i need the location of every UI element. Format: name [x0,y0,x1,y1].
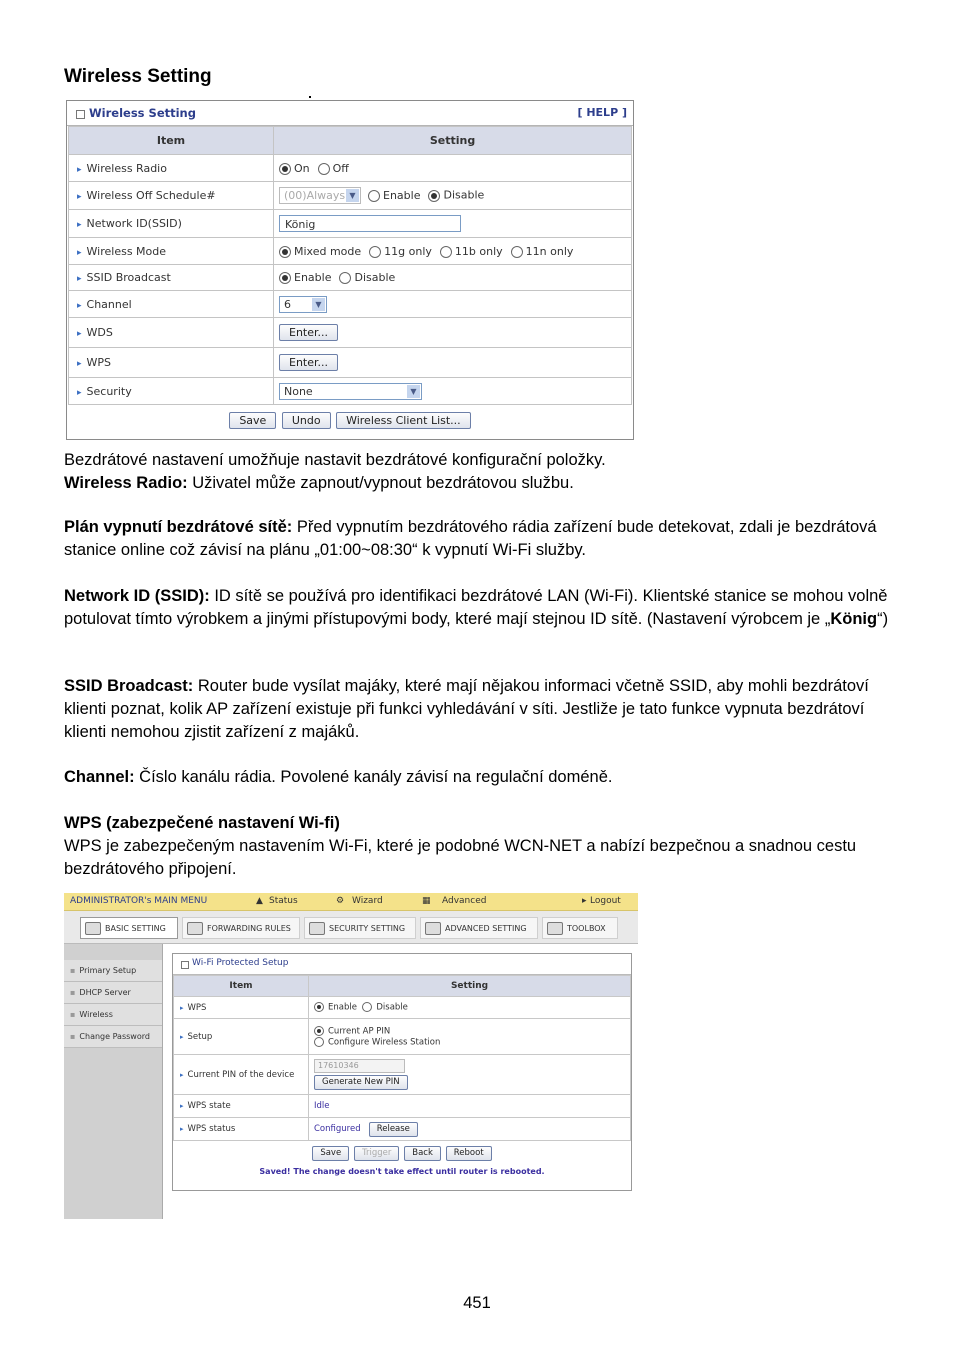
radio-label: On [294,161,310,175]
security-icon [309,922,325,935]
generate-pin-button[interactable]: Generate New PIN [314,1075,408,1090]
radio-disable[interactable] [339,272,351,284]
row-label: ▸ WDS [69,318,274,348]
col-setting-header: Setting [274,127,632,155]
radio-enable[interactable] [279,272,291,284]
select-value: (00)Always [284,189,346,202]
chevron-down-icon: ▼ [407,385,420,398]
tab-forwarding-rules[interactable] [182,917,300,939]
row-label: ▸ Current PIN of the device [174,1055,309,1095]
advanced-link[interactable]: Advanced [442,896,487,906]
sidebar-item-change-password[interactable]: ▪ Change Password [64,1026,162,1048]
basic-setting-icon [85,922,101,935]
tab-basic-setting[interactable] [80,917,178,939]
col-setting-header: Setting [309,976,631,997]
sidebar-item-dhcp-server[interactable]: ▪ DHCP Server [64,982,162,1004]
row-label: ▸ WPS state [174,1095,309,1118]
radio-enable[interactable] [314,1002,324,1012]
row-label: ▸ Wireless Mode [69,238,274,265]
settings-table [68,126,632,405]
intro-text: Bezdrátové nastavení umožňuje nastavit bezdrátové konfigurační položky. [64,451,606,469]
panel-title: Wi-Fi Protected Setup [192,958,289,968]
pin-field: 17610346 [314,1059,405,1073]
radio-label: Enable [328,1002,357,1013]
radio-label: Configure Wireless Station [328,1037,441,1047]
reboot-button[interactable]: Reboot [446,1146,492,1161]
release-button[interactable]: Release [369,1122,418,1137]
sidebar [64,944,163,1219]
row-label: ▸ Channel [69,291,274,318]
back-button[interactable]: Back [404,1146,441,1161]
radio-label: Off [332,161,349,175]
logout-link[interactable]: Logout [590,896,621,906]
advanced-setting-icon [425,922,441,935]
sidebar-item-wireless[interactable]: ▪ Wireless [64,1004,162,1026]
radio-off[interactable] [318,163,330,175]
row-label: ▸ Setup [174,1019,309,1055]
tab-bar [64,911,638,944]
wps-status-value: Configured [314,1123,361,1134]
schedule-select[interactable] [279,187,361,204]
term: Network ID (SSID): [64,587,210,605]
wps-table [173,975,631,1141]
row-label: ▸ Wireless Off Schedule# [69,182,274,210]
panel-title-bar [173,954,631,975]
radio-label: Mixed mode [294,244,362,258]
help-link[interactable]: [ HELP ] [577,106,627,119]
radio-disable[interactable] [362,1002,372,1012]
page-number: 451 [463,1294,491,1312]
tab-security-setting[interactable] [304,917,416,939]
desc: WPS je zabezpečeným nastavením Wi-Fi, které je podobné WCN-NET a nabízí bezpečnou a snadnou cestu bezdrátového připojení. [64,836,857,878]
wds-enter-button[interactable]: Enter... [279,324,338,341]
trigger-button: Trigger [354,1146,399,1161]
main-menu-link[interactable]: ADMINISTRATOR's MAIN MENU [70,896,208,906]
wireless-setting-screenshot [66,100,634,440]
paragraph-intro [64,449,894,495]
row-label: ▸ WPS status [174,1118,309,1141]
toolbox-icon [547,922,563,935]
radio-11n[interactable] [511,246,523,258]
radio-11b[interactable] [440,246,452,258]
paragraph-broadcast [64,675,894,743]
button-row [173,1146,631,1176]
select-value: None [284,384,313,398]
select-value: 6 [284,297,291,311]
col-item-header: Item [69,127,274,155]
paragraph-wps [64,812,894,880]
radio-mixed[interactable] [279,246,291,258]
term: Channel: [64,768,135,786]
sidebar-item-primary-setup[interactable]: ▪ Primary Setup [64,960,162,982]
tab-label: FORWARDING RULES [207,924,291,933]
status-icon: ▲ [256,896,263,906]
radio-enable[interactable] [368,190,380,202]
paragraph-channel [64,766,894,789]
wizard-link[interactable]: Wizard [352,896,383,906]
channel-select[interactable] [279,296,327,313]
term: WPS (zabezpečené nastavení Wi-fi) [64,814,340,832]
radio-11g[interactable] [369,246,381,258]
logout-arrow-icon: ▸ [582,896,587,906]
advanced-icon: ▦ [422,896,431,906]
paragraph-ssid [64,585,894,631]
term: Plán vypnutí bezdrátové sítě: [64,518,293,536]
radio-configure-station[interactable] [314,1037,324,1047]
wps-enter-button[interactable]: Enter... [279,354,338,371]
panel-title-bar [67,101,633,126]
wizard-icon: ⚙ [336,896,345,906]
stray-dot [309,96,311,98]
radio-label: Current AP PIN [328,1026,391,1037]
section-heading: Wireless Setting [64,66,212,87]
security-select[interactable] [279,383,422,400]
button-row [68,405,632,439]
row-label: ▸ SSID Broadcast [69,265,274,291]
row-label: ▸ Security [69,378,274,405]
desc: Router bude vysílat majáky, které mají nějakou informaci včetně SSID, aby mohli bezdrátoví klienti poznat, kolik AP zařízení existuje při funkci vyhledávání v síti. Jestliže je tato funkce vypnuta bezdrátoví klienti nemohou zjistit zařízení z majáků. [64,677,869,741]
tab-label: ADVANCED SETTING [445,924,527,933]
row-label: ▸ Network ID(SSID) [69,210,274,238]
radio-current-ap-pin[interactable] [314,1026,324,1036]
term: SSID Broadcast: [64,677,194,695]
saved-message: Saved! The change doesn't take effect until router is rebooted. [259,1167,545,1176]
radio-label: Enable [294,271,332,284]
radio-label: 11g only [384,244,432,258]
wps-panel [172,953,632,1191]
panel-square-icon [76,110,85,119]
row-label: ▸ WPS [174,997,309,1019]
radio-label: Disable [443,188,485,202]
radio-on[interactable] [279,163,291,175]
radio-label: Enable [383,188,421,202]
status-link[interactable]: Status [269,896,298,906]
tab-toolbox[interactable] [542,917,618,939]
panel-square-icon [181,961,189,969]
radio-label: 11n only [525,244,574,258]
ssid-input[interactable]: König [279,215,461,232]
tab-label: BASIC SETTING [105,924,166,933]
default-ssid: König [830,609,878,628]
chevron-down-icon: ▼ [346,189,359,202]
radio-label: Disable [354,271,396,284]
col-item-header: Item [174,976,309,997]
wps-state-value: Idle [309,1095,631,1118]
chevron-down-icon: ▼ [312,298,325,311]
panel-title: Wireless Setting [89,106,196,120]
desc: “) [877,609,889,628]
save-button[interactable]: Save [312,1146,349,1161]
radio-label: 11b only [454,244,503,258]
undo-button[interactable]: Undo [282,412,331,429]
tab-label: TOOLBOX [567,924,606,933]
desc: Před vypnutím bezdrátového rádia zařízení bude detekovat, zdali je bezdrátová stanice online což závisí na plánu „01:00~08:30“ k vypnutí Wi-Fi služby. [64,518,877,559]
radio-disable[interactable] [428,190,440,202]
wps-admin-screenshot [64,893,638,1219]
forwarding-icon [187,922,203,935]
top-menu-bar [64,893,638,911]
desc: Uživatel může zapnout/vypnout bezdrátovou službu. [187,473,574,492]
term: Wireless Radio: [64,473,188,492]
row-label: ▸ WPS [69,348,274,378]
tab-label: SECURITY SETTING [329,924,406,933]
tab-advanced-setting[interactable] [420,917,538,939]
desc: Číslo kanálu rádia. Povolené kanály závisí na regulační doméně. [134,768,613,786]
radio-label: Disable [376,1002,408,1013]
wireless-client-list-button[interactable]: Wireless Client List... [336,412,471,429]
row-label: ▸ Wireless Radio [69,155,274,182]
save-button[interactable]: Save [229,412,276,429]
paragraph-plan [64,516,894,562]
desc: ID sítě se používá pro identifikaci bezdrátové LAN (Wi-Fi). Klientské stanice se mohou volně potulovat tímto výrobkem a jinými přístupovými body, které mají stejnou ID sítě. (Nastavení výrobcem je „ [64,587,888,628]
